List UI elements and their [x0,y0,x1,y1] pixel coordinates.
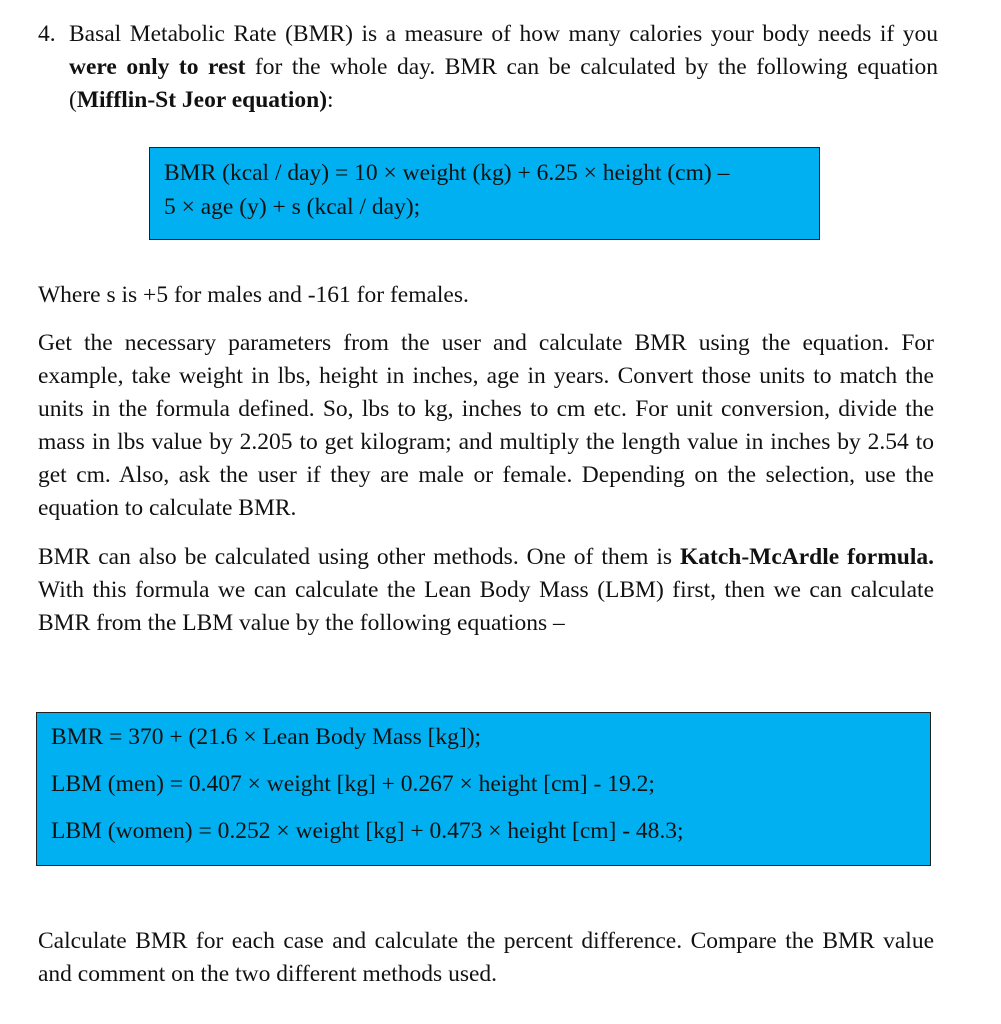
mifflin-equation-line-2: 5 × age (y) + s (kcal / day); [164,194,421,220]
katch-text-1: BMR can also be calculated using other methods. One of them is [38,544,680,570]
question-block [38,18,938,117]
question-intro [69,18,938,117]
intro-text-2: for the whole day. BMR can be calculated by the following equation ( [69,54,939,113]
bmr-lbm-equation: BMR = 370 + (21.6 × Lean Body Mass [kg]); [51,724,482,750]
intro-bold-rest: were only to rest [69,54,246,80]
final-instruction-paragraph: Calculate BMR for each case and calculate the percent difference. Compare the BMR value and comment on the two different methods used. [38,928,934,987]
lbm-men-equation: LBM (men) = 0.407 × weight [kg] + 0.267 × height [cm] - 19.2; [51,771,655,797]
instructions-paragraph: Get the necessary parameters from the user and calculate BMR using the equation. For example, take weight in lbs, height in inches, age in years. Convert those units to match the units in the formula defined. So, lbs to kg, inches to cm etc. For unit conversion, divide the mass in lbs value by 2.205 to get kilogram; and multiply the length value in inches by 2.54 to get cm. Also, ask the user if they are male or female. Depending on the selection, use the equation to calculate BMR. [38,330,934,521]
katch-equation-box [36,712,931,866]
intro-text-1: Basal Metabolic Rate (BMR) is a measure of how many calories your body needs if you [69,21,938,47]
katch-mcardle-paragraph [38,541,934,640]
question-number: 4. [38,21,56,47]
mifflin-equation-box [149,147,820,240]
intro-text-3: : [327,87,334,113]
katch-bold-formula: Katch-McArdle formula. [679,544,934,570]
s-definition-paragraph: Where s is +5 for males and -161 for females. [38,282,469,308]
mifflin-equation-line-1: BMR (kcal / day) = 10 × weight (kg) + 6.25 × height (cm) – [164,160,730,186]
lbm-women-equation: LBM (women) = 0.252 × weight [kg] + 0.473 × height [cm] - 48.3; [51,818,684,844]
intro-bold-equation-name: Mifflin-St Jeor equation) [76,87,328,113]
katch-text-2: With this formula we can calculate the Lean Body Mass (LBM) first, then we can calculate BMR from the LBM value by the following equations – [38,577,934,636]
